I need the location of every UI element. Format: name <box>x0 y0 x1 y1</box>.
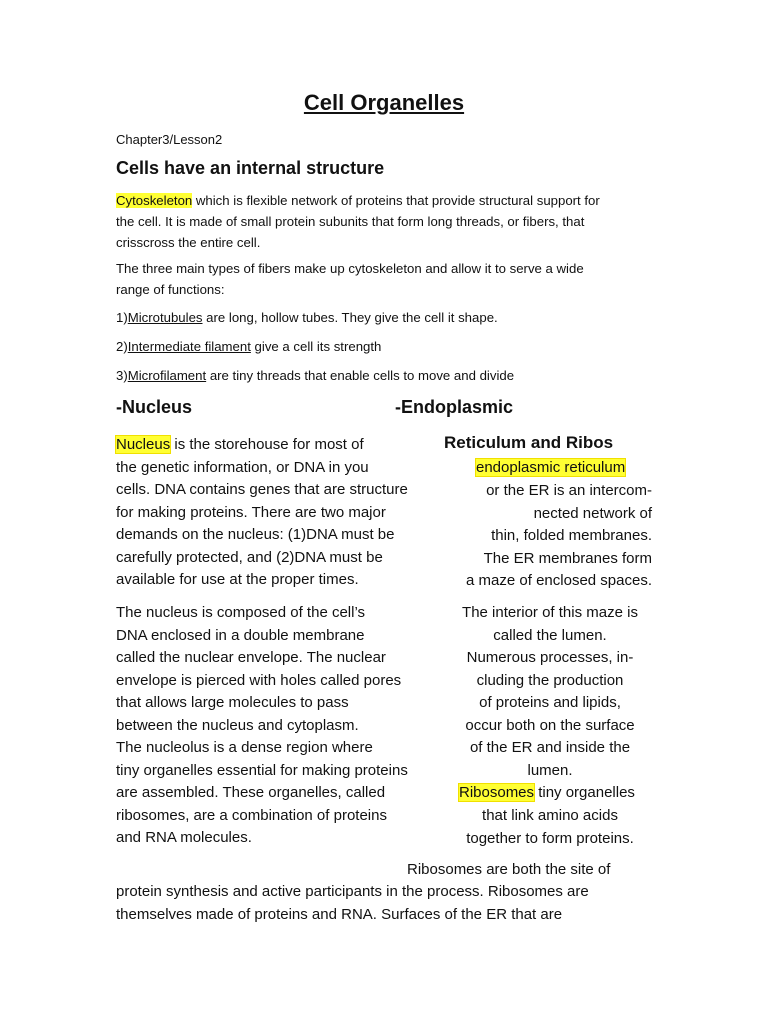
fiber-item: 2)Intermediate filament give a cell its strength <box>116 339 382 354</box>
er-term-line <box>476 457 625 480</box>
fibers-intro-paragraph: The three main types of fibers make up cytoskeleton and allow it to serve a wide range of functions: <box>116 261 584 297</box>
ribosomes-paragraph: that link amino acids together to form proteins. <box>466 807 634 847</box>
section-heading: Cells have an internal structure <box>116 158 385 178</box>
fiber-item: 1)Microtubules are long, hollow tubes. They give the cell it shape. <box>116 310 498 325</box>
er-lumen-paragraph: The interior of this maze is called the lumen. Numerous processes, in- cluding the production of proteins and lipids, occur both on the surface of the ER and inside the lumen. <box>462 604 638 779</box>
fiber-item: 3)Microfilament are tiny threads that enable cells to move and divide <box>116 368 515 383</box>
endoplasmic-heading: -Endoplasmic <box>395 397 514 417</box>
nucleus-structure-paragraph: The nucleus is composed of the cell’s DNA enclosed in a double membrane called the nuclear envelope. The nuclear envelope is pierced with holes called pores that allows large molecules to pass between the nucleus and cytoplasm. The nucleolus is a dense region where tiny organelles essential for making proteins are assembled. These organelles, called ribosomes, are a combination of proteins and RNA molecules. <box>116 604 408 846</box>
cytoskeleton-paragraph: Cytoskeleton which is flexible network of proteins that provide structural support for the cell. It is made of small protein subunits that form long threads, or fibers, that crisscross the entire cell. <box>116 193 600 250</box>
er-paragraph: or the ER is an intercom- nected network of thin, folded membranes. The ER membranes form a maze of enclosed spaces. <box>466 482 652 589</box>
bottom-line-3: themselves made of proteins and RNA. Surfaces of the ER that are <box>116 906 563 923</box>
page-title: Cell Organelles <box>303 90 465 115</box>
nucleus-term: Nucleus <box>116 436 171 453</box>
nucleus-heading: -Nucleus <box>116 397 193 417</box>
er-term: endoplasmic reticulum <box>476 459 626 476</box>
bottom-line-1: Ribosomes are both the site of <box>407 861 611 878</box>
cytoskeleton-term: Cytoskeleton <box>116 193 193 208</box>
bottom-line-2: protein synthesis and active participants in the process. Ribosomes are <box>116 883 589 900</box>
chapter-label: Chapter3/Lesson2 <box>116 132 223 147</box>
ribosomes-line: Ribosomes tiny organelles <box>459 784 635 801</box>
ribosomes-term: Ribosomes <box>459 784 535 801</box>
er-subheading: Reticulum and Ribos <box>444 433 614 452</box>
nucleus-paragraph: Nucleus is the storehouse for most of the genetic information, or DNA in you cells. DNA contains genes that are structure for making proteins. There are two major demands on the nucleus: (1)DNA must be carefully protected, and (2)DNA must be available for use at the proper times. <box>116 436 408 588</box>
